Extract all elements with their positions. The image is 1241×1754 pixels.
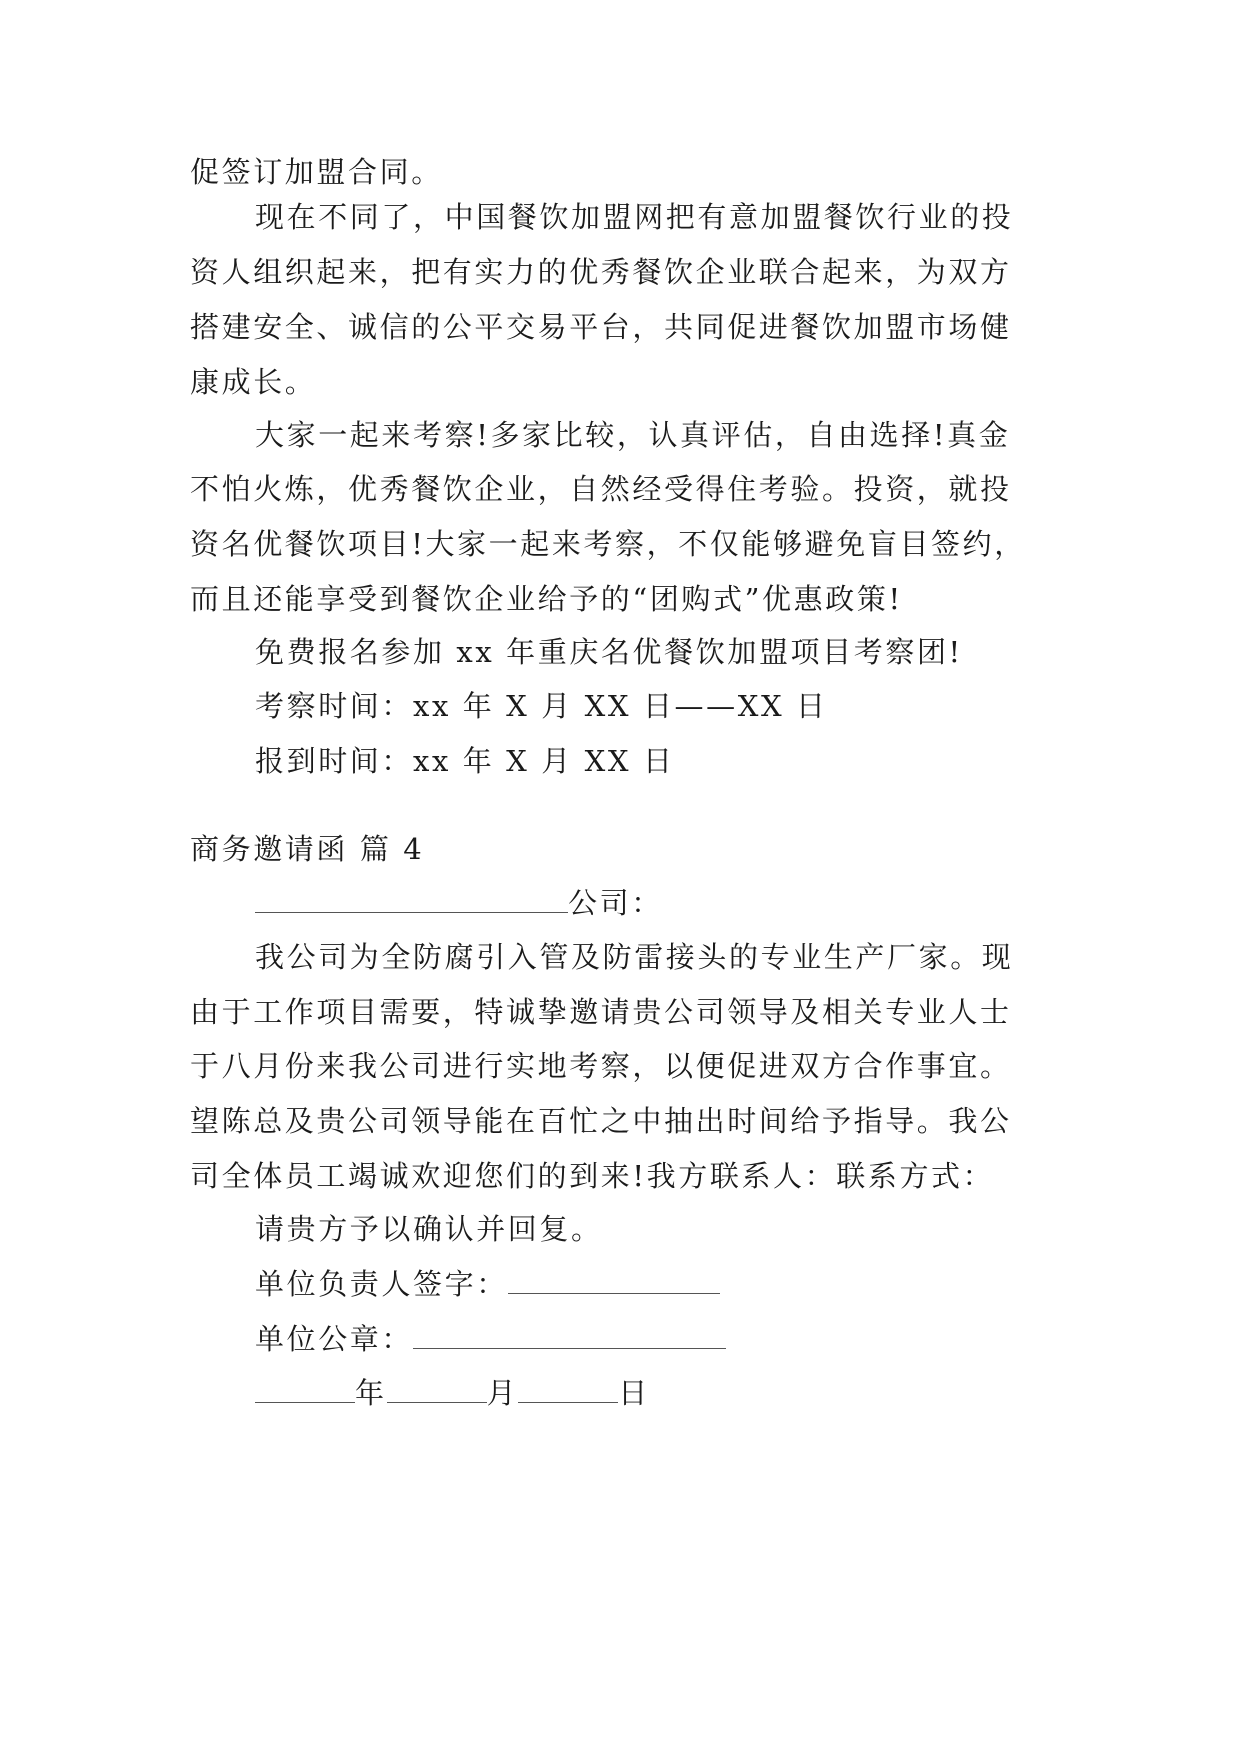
seal-label: 单位公章： bbox=[255, 1322, 414, 1356]
paragraph-line: 不怕火炼，优秀餐饮企业，自然经受得住考验。投资，就投 bbox=[190, 472, 1012, 506]
schedule-line: 报到时间：xx 年 X 月 XX 日 bbox=[255, 744, 675, 778]
paragraph-line: 免费报名参加 xx 年重庆名优餐饮加盟项目考察团! bbox=[255, 635, 963, 669]
paragraph-line: 促签订加盟合同。 bbox=[190, 155, 443, 189]
paragraph-line: 搭建安全、诚信的公平交易平台，共同促进餐饮加盟市场健 bbox=[190, 310, 1012, 344]
seal-line bbox=[255, 1319, 726, 1359]
paragraph-line: 康成长。 bbox=[190, 365, 317, 399]
seal-blank bbox=[413, 1322, 726, 1349]
paragraph-line: 现在不同了，中国餐饮加盟网把有意加盟餐饮行业的投 bbox=[255, 200, 1014, 234]
recipient-label: 公司： bbox=[568, 886, 663, 920]
section-heading: 商务邀请函 篇 4 bbox=[190, 832, 425, 866]
signature-blank bbox=[508, 1267, 720, 1294]
recipient-line bbox=[255, 883, 663, 923]
paragraph-line: 于八月份来我公司进行实地考察，以便促进双方合作事宜。 bbox=[190, 1049, 1012, 1083]
paragraph-line: 司全体员工竭诚欢迎您们的到来!我方联系人：联系方式： bbox=[190, 1159, 995, 1193]
paragraph-line: 由于工作项目需要，特诚挚邀请贵公司领导及相关专业人士 bbox=[190, 995, 1012, 1029]
day-label: 日 bbox=[618, 1376, 650, 1410]
date-line bbox=[255, 1373, 650, 1413]
paragraph-line: 我公司为全防腐引入管及防雷接头的专业生产厂家。现 bbox=[255, 940, 1014, 974]
day-blank bbox=[518, 1376, 618, 1403]
month-label: 月 bbox=[486, 1376, 519, 1410]
paragraph-line: 请贵方予以确认并回复。 bbox=[255, 1212, 603, 1246]
signature-label: 单位负责人签字： bbox=[255, 1267, 508, 1301]
paragraph-line: 大家一起来考察!多家比较，认真评估，自由选择!真金 bbox=[255, 418, 1011, 452]
paragraph-line: 资名优餐饮项目!大家一起来考察，不仅能够避免盲目签约， bbox=[190, 527, 1026, 561]
paragraph-line: 而且还能享受到餐饮企业给予的“团购式”优惠政策! bbox=[190, 582, 903, 616]
year-label: 年 bbox=[355, 1376, 387, 1410]
paragraph-line: 望陈总及贵公司领导能在百忙之中抽出时间给予指导。我公 bbox=[190, 1104, 1012, 1138]
year-blank bbox=[255, 1376, 355, 1403]
schedule-line: 考察时间：xx 年 X 月 XX 日——XX 日 bbox=[255, 689, 828, 723]
signature-line bbox=[255, 1264, 720, 1304]
paragraph-line: 资人组织起来，把有实力的优秀餐饮企业联合起来，为双方 bbox=[190, 255, 1012, 289]
recipient-blank bbox=[255, 886, 568, 913]
month-blank bbox=[387, 1376, 487, 1403]
